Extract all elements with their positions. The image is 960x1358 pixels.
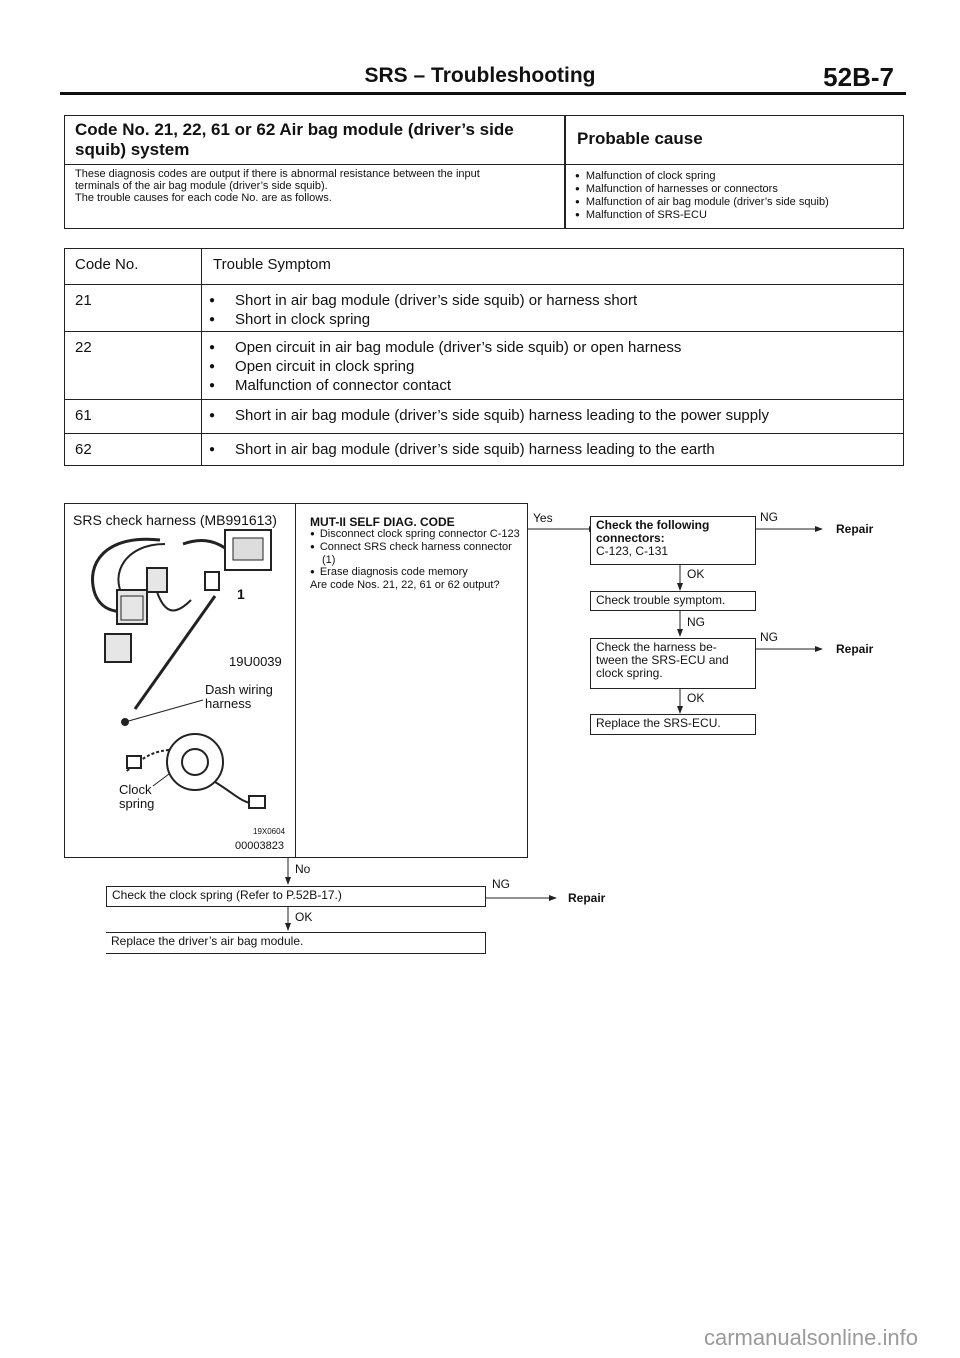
ok-label: OK — [687, 567, 705, 581]
row-code: 22 — [75, 339, 92, 356]
repair-label: Repair — [568, 891, 606, 905]
replace-ecu-box: Replace the SRS-ECU. — [590, 714, 756, 735]
symptom-item: ● Short in clock spring — [209, 311, 637, 330]
symptom-item: ● Short in air bag module (driver’s side squib) harness leading to the earth — [209, 441, 715, 460]
repair-label: Repair — [836, 642, 874, 656]
ng-label: NG — [760, 510, 778, 524]
illustration-title: SRS check harness (MB991613) — [73, 512, 277, 528]
row-code: 61 — [75, 407, 92, 424]
cause-item: ● Malfunction of clock spring — [575, 170, 829, 183]
footer-watermark — [0, 1325, 960, 1351]
ng-label: NG — [492, 877, 510, 891]
ok-label: OK — [295, 910, 313, 924]
cause-item: ● Malfunction of harnesses or connectors — [575, 183, 829, 196]
dash-wiring-label: Dash wiring — [205, 682, 273, 697]
box-line: clock spring. — [596, 666, 663, 680]
callout-1: 1 — [237, 586, 245, 602]
page-number: 52B-7 — [823, 62, 894, 92]
row-code: 62 — [75, 441, 92, 458]
symptom-item: ● Open circuit in air bag module (driver’s side squib) or open harness — [209, 339, 681, 358]
description-line: terminals of the air bag module (driver’s side squib). — [75, 180, 328, 192]
check-harness-box — [590, 638, 756, 689]
column-header-code: Code No. — [75, 256, 139, 273]
watermark-text: carmanualsonline.info — [703, 1325, 918, 1350]
description-line: The trouble causes for each code No. are as follows. — [75, 192, 332, 204]
replace-module-box: Replace the driver’s air bag module. — [106, 932, 486, 954]
row-code: 21 — [75, 292, 92, 309]
mut-check-step: ● Disconnect clock spring connector C-123 — [310, 528, 528, 541]
ng-label: NG — [687, 615, 705, 629]
mut-check-step: ● Erase diagnosis code memory — [310, 566, 528, 579]
diagnosis-code-title: Code No. 21, 22, 61 or 62 Air bag module (driver’s side squib) system — [75, 120, 514, 159]
symptom-item: ● Short in air bag module (driver’s side squib) harness leading to the power supply — [209, 407, 769, 426]
ng-label: NG — [760, 630, 778, 644]
repair-label: Repair — [836, 522, 874, 536]
ref-code: 19X0604 — [253, 827, 286, 836]
symptom-item: ● Open circuit in clock spring — [209, 358, 681, 377]
spring-label: spring — [119, 796, 155, 811]
section-name: SRS — [364, 64, 408, 87]
probable-cause-title: Probable cause — [577, 129, 703, 148]
mut-check-title: MUT-II SELF DIAG. CODE — [310, 515, 455, 529]
section-subtitle: Troubleshooting — [431, 64, 596, 87]
ok-label: OK — [687, 691, 705, 705]
clock-label: Clock — [119, 782, 152, 797]
symptom-item: ● Short in air bag module (driver’s side squib) or harness short — [209, 292, 637, 311]
description-line: These diagnosis codes are output if there is abnormal resistance between the input — [75, 168, 480, 180]
box-line: connectors: — [596, 531, 665, 545]
cause-item: ● Malfunction of SRS-ECU — [575, 209, 829, 222]
mut-check-question: Are code Nos. 21, 22, 61 or 62 output? — [310, 579, 500, 591]
box-line: Check the following — [596, 518, 710, 532]
title-dash: – — [413, 64, 426, 87]
box-line: Check the harness be- — [596, 640, 717, 654]
box-line: C-123, C-131 — [596, 544, 669, 558]
cause-item: ● Malfunction of air bag module (driver’s side squib) — [575, 196, 829, 209]
check-connectors-box — [590, 516, 756, 565]
no-label: No — [295, 862, 311, 876]
mut-check-step: ● Connect SRS check harness connector (1) — [310, 541, 528, 566]
yes-label: Yes — [533, 511, 553, 525]
harness-label: harness — [205, 696, 252, 711]
column-header-symptom: Trouble Symptom — [213, 256, 331, 273]
check-symptom-box: Check trouble symptom. — [590, 591, 756, 611]
check-clock-spring-box: Check the clock spring (Refer to P.52B-17.) — [106, 886, 486, 907]
ref-code: 00003823 — [235, 840, 284, 852]
ref-code: 19U0039 — [229, 654, 282, 669]
box-line: tween the SRS-ECU and — [596, 653, 729, 667]
symptom-item: ● Malfunction of connector contact — [209, 377, 681, 396]
